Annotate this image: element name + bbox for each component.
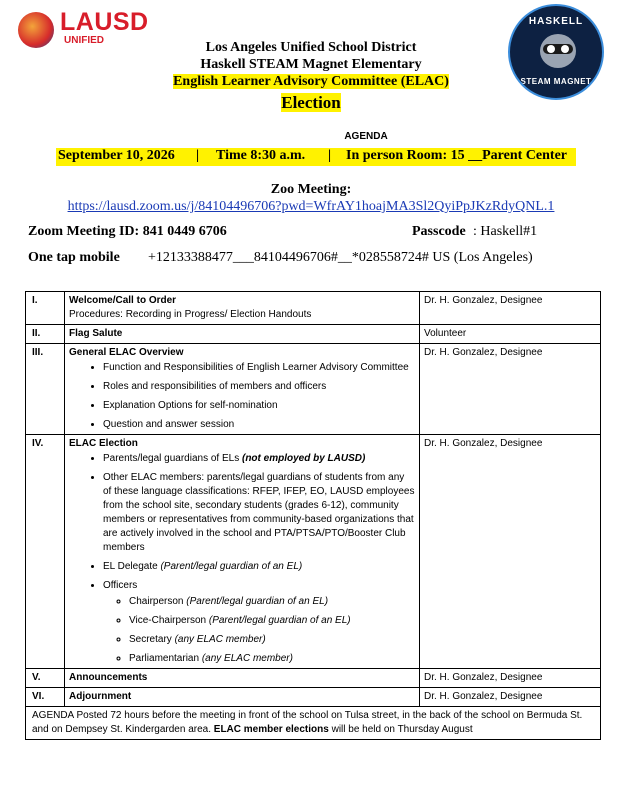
item-title: General ELAC Overview [69, 347, 184, 358]
meeting-room: In person Room: 15 __Parent Center [346, 148, 567, 163]
officer-eligibility: (any ELAC member) [201, 653, 293, 664]
committee-name-wrap [0, 74, 622, 90]
meeting-time: Time 8:30 a.m. [216, 148, 306, 163]
table-row [26, 707, 601, 740]
list-item: • Question and answer session [103, 418, 415, 432]
event-title-wrap [0, 93, 622, 113]
district-name: Los Angeles Unified School District [205, 40, 417, 55]
item-presenter: Dr. H. Gonzalez, Designee [420, 435, 601, 669]
list-item: • Other ELAC members: parents/legal guardians of students from any of these language classifications: RFEP, IFEP, EO, LAUSD employees from the school site, secondary students (grades 6-12), community members or representatives from community-based organizations that are actively involved in the school and PTA/PTSA/PTO/Booster Club members [103, 471, 415, 555]
zoom-link[interactable]: https://lausd.zoom.us/j/84104496706?pwd=WfrAY1hoajMA3Sl2QyiPpJKzRdyQNL.1 [67, 199, 555, 214]
item-presenter: Dr. H. Gonzalez, Designee [420, 344, 601, 435]
item-title: Welcome/Call to Order [69, 295, 177, 306]
bullet-emphasis: (Parent/legal guardian of an EL) [160, 561, 303, 572]
item-title: ELAC Election [69, 438, 138, 449]
lausd-sub-wordmark: UNIFIED [64, 35, 104, 46]
table-row [26, 435, 601, 669]
meeting-dateline [56, 148, 576, 166]
item-presenter: Volunteer [420, 325, 601, 344]
zoom-title: Zoo Meeting: [270, 182, 352, 197]
zoom-meeting-id: Zoom Meeting ID: 841 0449 6706 [28, 224, 227, 239]
officer-role: Chairperson [129, 596, 187, 607]
item-number: IV. [26, 435, 65, 669]
officer-item [129, 633, 415, 647]
officer-item [129, 652, 415, 666]
list-item: • Roles and responsibilities of members and officers [103, 380, 415, 394]
item-presenter: Dr. H. Gonzalez, Designee [420, 292, 601, 325]
bullet-text: Parents/legal guardians of ELs [103, 453, 242, 464]
bullet-text: EL Delegate [103, 561, 161, 572]
haskell-logo-bottom-text: STEAM MAGNET [520, 77, 592, 86]
item-title: Flag Salute [65, 325, 420, 344]
one-tap-label: One tap mobile [28, 250, 120, 265]
posting-notice [26, 707, 601, 740]
item-number: V. [26, 669, 65, 688]
officer-list [103, 595, 415, 666]
item-title: Announcements [65, 669, 420, 688]
notice-text: will be held on Thursday August [328, 724, 473, 735]
table-row [26, 325, 601, 344]
item-title: Adjournment [65, 688, 420, 707]
list-item [103, 452, 415, 466]
lausd-wordmark: LAUSD [60, 8, 149, 36]
bullet-emphasis: (not employed by LAUSD) [241, 453, 366, 464]
one-tap-number: +12133388477___84104496706#__*028558724# US (Los Angeles) [148, 250, 533, 265]
officer-eligibility: (Parent/legal guardian of an EL) [208, 615, 351, 626]
list-item: • Function and Responsibilities of English Learner Advisory Committee [103, 361, 415, 375]
list-item [103, 579, 415, 666]
item-bullets [69, 361, 415, 432]
committee-name: English Learner Advisory Committee (ELAC) [173, 74, 449, 89]
passcode-label: Passcode [412, 224, 466, 239]
officer-item [129, 614, 415, 628]
officer-role: Vice-Chairperson [129, 615, 209, 626]
officer-item [129, 595, 415, 609]
item-number: II. [26, 325, 65, 344]
agenda-table [25, 291, 601, 740]
item-presenter: Dr. H. Gonzalez, Designee [420, 688, 601, 707]
table-row [26, 344, 601, 435]
item-number: III. [26, 344, 65, 435]
bullet-text: Officers [103, 580, 138, 591]
officer-role: Secretary [129, 634, 175, 645]
meeting-date: September 10, 2026 [58, 148, 175, 163]
item-number: VI. [26, 688, 65, 707]
passcode-value: : Haskell#1 [473, 224, 538, 239]
item-subtext: Procedures: Recording in Progress/ Election Handouts [69, 309, 312, 320]
list-item [103, 560, 415, 574]
item-number: I. [26, 292, 65, 325]
school-name: Haskell STEAM Magnet Elementary [200, 57, 422, 72]
item-content [65, 435, 420, 669]
officer-eligibility: (any ELAC member) [174, 634, 266, 645]
notice-emphasis: ELAC member elections [213, 724, 329, 735]
table-row [26, 688, 601, 707]
item-content [65, 344, 420, 435]
item-content [65, 292, 420, 325]
separator: | [196, 148, 200, 163]
item-presenter: Dr. H. Gonzalez, Designee [420, 669, 601, 688]
table-row [26, 292, 601, 325]
agenda-label: AGENDA [344, 131, 388, 142]
notice-text: AGENDA Posted 72 hours before the meeting in front of the school on Tulsa street, in the back of the school on Bermuda St. and on Dempsey St. Kindergarden area. [32, 710, 583, 735]
list-item: • Explanation Options for self-nomination [103, 399, 415, 413]
officer-role: Parliamentarian [129, 653, 202, 664]
separator: | [328, 148, 332, 163]
event-title: Election [281, 93, 341, 112]
table-row [26, 669, 601, 688]
haskell-logo-top-text: HASKELL [528, 16, 584, 27]
item-bullets [69, 452, 415, 666]
officer-eligibility: (Parent/legal guardian of an EL) [186, 596, 329, 607]
